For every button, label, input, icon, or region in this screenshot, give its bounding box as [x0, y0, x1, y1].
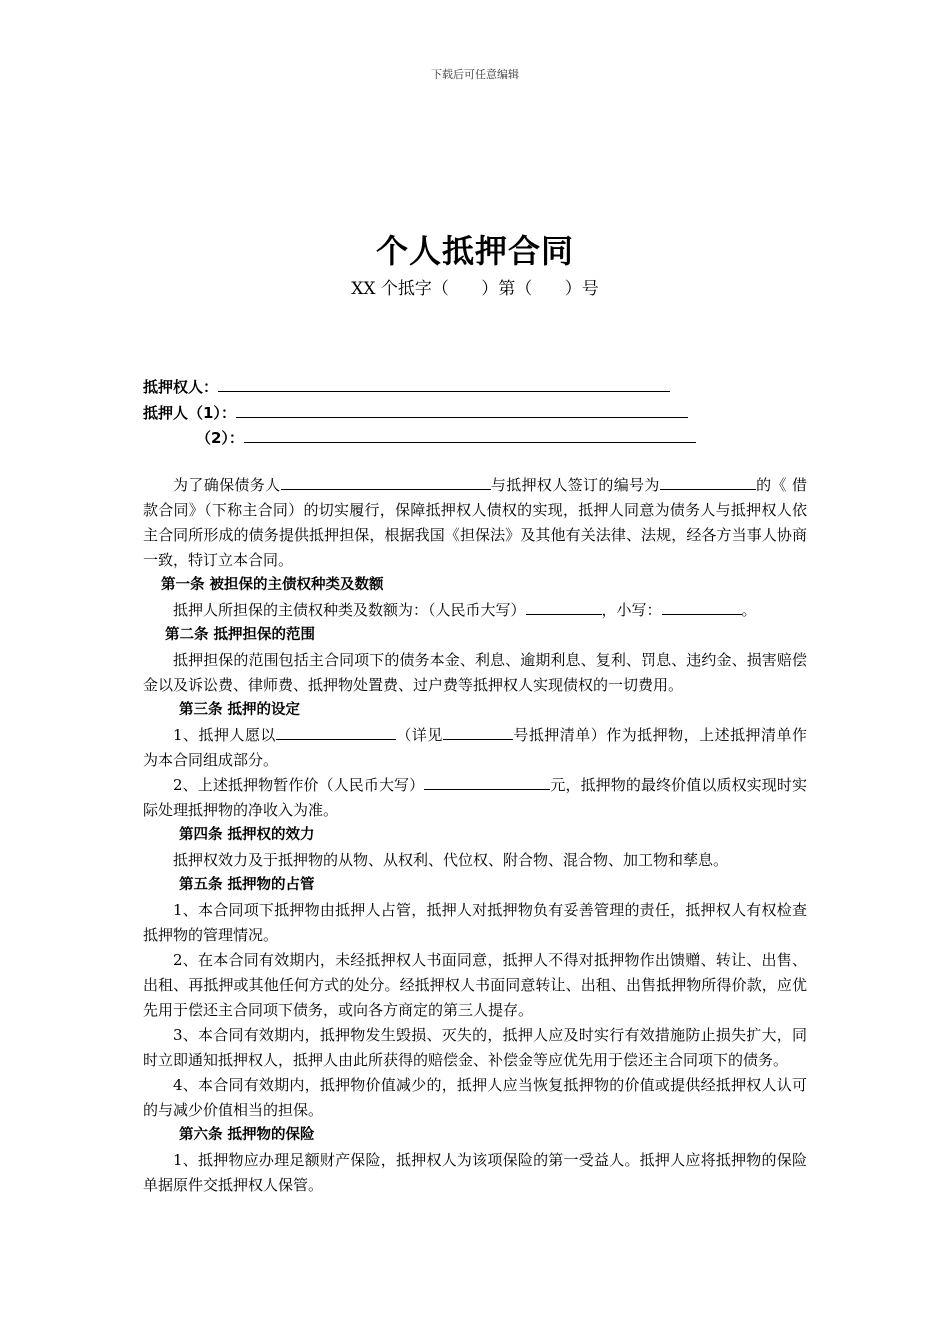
article-5-clause-1: 1、本合同项下抵押物由抵押人占管，抵押人对抵押物负有妥善管理的责任，抵押权人有权检查抵押物的管理情况。 — [143, 901, 807, 944]
article-3-clause-1 — [143, 723, 807, 773]
contract-number: XX 个抵字（ ）第（ ）号 — [351, 279, 599, 299]
mortgagor2-label: （2）： — [196, 429, 244, 447]
article-3-clause-1-text-2: （详见 — [395, 726, 443, 744]
article-1-text-2: ，小写： — [601, 601, 662, 619]
article-3-clause-2-text-1: 2、上述抵押物暂作价（人民币大写） — [173, 776, 425, 794]
article-2-text: 抵押担保的范围包括主合同项下的债务本金、利息、逾期利息、复利、罚息、违约金、损害赔偿金以及诉讼费、律师费、抵押物处置费、过户费等抵押权人实现债权的一切费用。 — [143, 651, 807, 694]
article-1-text-1: 抵押人所担保的主债权种类及数额为：（人民币大写） — [173, 601, 526, 619]
article-5-clause-3: 3、本合同有效期内，抵押物发生毁损、灭失的，抵押人应及时实行有效措施防止损失扩大，同时立即通知抵押权人，抵押人由此所获得的赔偿金、补偿金等应优先用于偿还主合同项下的债务。 — [143, 1026, 807, 1069]
article-3-clause-1-text-3: 号抵押清单）作为抵押物，上述抵押清单作为本合同组成部分。 — [143, 726, 807, 769]
mortgagee-row — [143, 376, 670, 397]
amount-figures-blank[interactable] — [662, 598, 742, 615]
article-2-heading: 第二条 抵押担保的范围 — [165, 627, 316, 643]
mortgagor-label: 抵押人（1）： — [143, 404, 236, 422]
article-5-clause-2: 2、在本合同有效期内，未经抵押权人书面同意，抵押人不得对抵押物作出馈赠、转让、出售、出租、再抵押或其他任何方式的处分。经抵押权人书面同意转让、出租、出售抵押物所得价款，应优先用于偿还主合同项下债务，或向各方商定的第三人提存。 — [143, 951, 807, 1019]
article-1-text-3: 。 — [741, 601, 757, 619]
intro-paragraph — [143, 473, 807, 573]
article-1-text — [143, 598, 807, 623]
intro-text-2: 与抵押权人签订的编号为 — [490, 476, 660, 494]
article-3-heading: 第三条 抵押的设定 — [179, 702, 301, 718]
article-6-heading: 第六条 抵押物的保险 — [179, 1127, 315, 1143]
document-title: 个人抵押合同 — [375, 232, 574, 270]
header-note: 下载后可任意编辑 — [431, 68, 519, 81]
contract-number-blank[interactable] — [660, 473, 756, 490]
article-4-heading: 第四条 抵押权的效力 — [179, 827, 315, 843]
mortgagee-label: 抵押权人： — [143, 378, 219, 396]
collateral-blank[interactable] — [276, 723, 396, 740]
amount-words-blank[interactable] — [526, 598, 602, 615]
article-1-heading: 第一条 被担保的主债权种类及数额 — [161, 577, 384, 593]
mortgagor2-row — [196, 427, 696, 448]
mortgagor2-blank[interactable] — [244, 428, 696, 443]
intro-text-1: 为了确保债务人 — [173, 476, 281, 494]
debtor-blank[interactable] — [281, 473, 491, 490]
mortgagor-blank[interactable] — [236, 403, 688, 418]
article-3-clause-2 — [143, 773, 807, 823]
article-3-clause-2-text-2: 元，抵押物的最终价值以质权实现时实际处理抵押物的净收入为准。 — [143, 776, 807, 819]
valuation-blank[interactable] — [424, 773, 550, 790]
article-4-text: 抵押权效力及于抵押物的从物、从权利、代位权、附合物、混合物、加工物和孳息。 — [173, 851, 729, 869]
article-6-clause-1: 1、抵押物应办理足额财产保险，抵押权人为该项保险的第一受益人。抵押人应将抵押物的保险单据原件交抵押权人保管。 — [143, 1151, 807, 1194]
article-3-clause-1-text-1: 1、抵押人愿以 — [173, 726, 276, 744]
article-5-clause-4: 4、本合同有效期内，抵押物价值减少的，抵押人应当恢复抵押物的价值或提供经抵押权人认可的与减少价值相当的担保。 — [143, 1076, 807, 1119]
mortgagor-row — [143, 402, 688, 423]
article-5-heading: 第五条 抵押物的占管 — [179, 877, 315, 893]
mortgagee-blank[interactable] — [218, 377, 670, 392]
list-number-blank[interactable] — [443, 723, 513, 740]
contract-body — [143, 473, 807, 1198]
intro-text-3: 的《 借款合同》（下称主合同）的切实履行，保障抵押权人债权的实现，抵押人同意为债务人与抵押权人依主合同所形成的债务提供抵押担保，根据我国《担保法》及其他有关法律、法规，经各方当事人协商一致，特订立本合同。 — [143, 476, 807, 569]
